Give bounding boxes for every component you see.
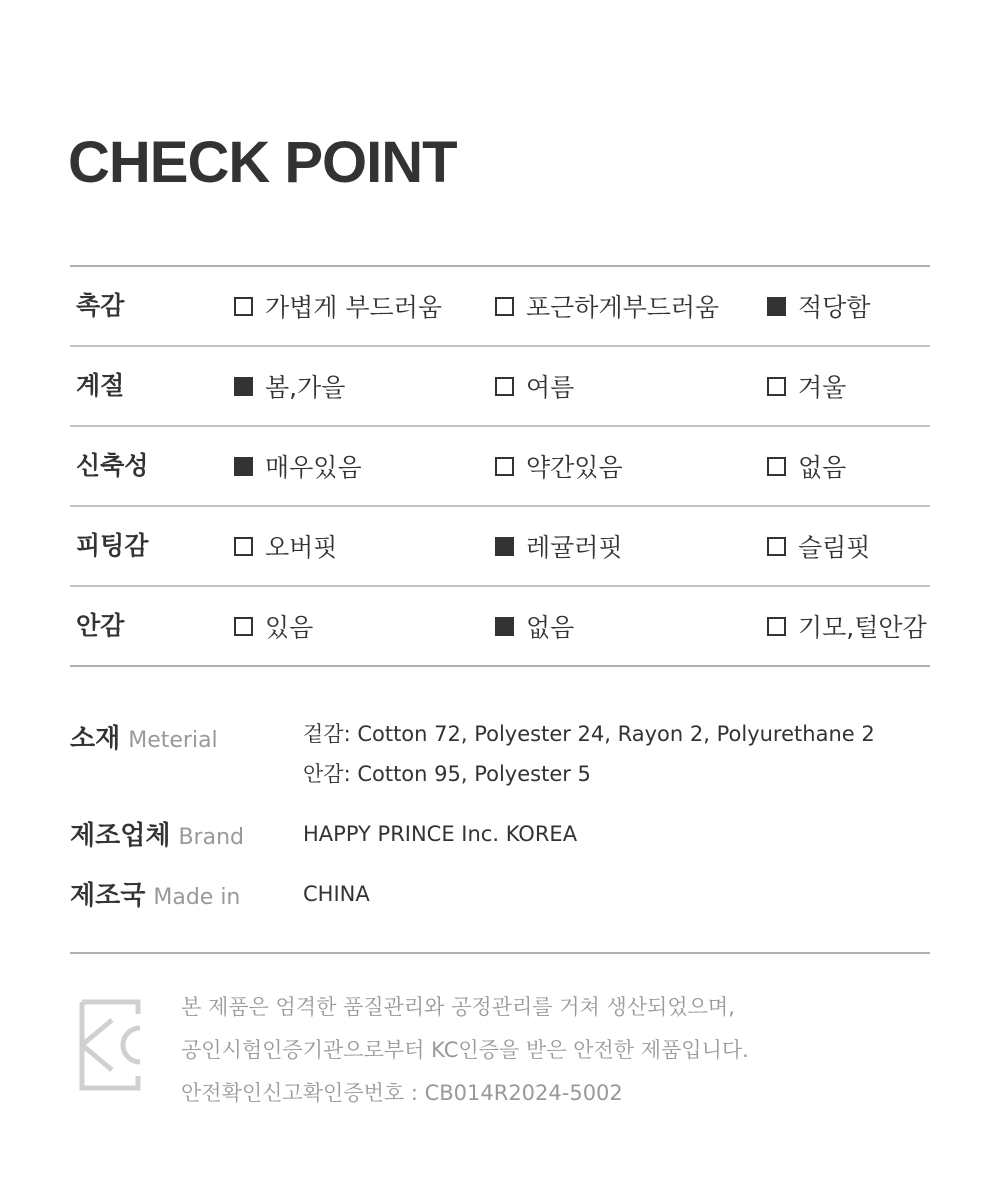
option-label: 봄,가을 [265, 373, 346, 402]
label-ko: 제조업체 [70, 821, 171, 851]
option [767, 507, 870, 585]
certification-notice [181, 986, 749, 1115]
empty-box-icon [767, 617, 786, 636]
option-label: 오버핏 [265, 533, 338, 562]
empty-box-icon [495, 297, 514, 316]
option [767, 587, 927, 665]
row-label: 피팅감 [76, 531, 149, 560]
empty-box-icon [767, 377, 786, 396]
material-label [70, 718, 218, 755]
option [234, 347, 345, 425]
option [495, 427, 623, 505]
label-ko: 소재 [70, 724, 121, 754]
row-label: 신축성 [76, 451, 149, 480]
spec-row-lining [70, 587, 930, 667]
option [767, 347, 846, 425]
option-label: 여름 [526, 373, 575, 402]
option [495, 347, 574, 425]
option [495, 587, 574, 665]
option-label: 겨울 [798, 373, 847, 402]
spec-row-touch [70, 267, 930, 347]
option [767, 267, 870, 345]
empty-box-icon [767, 537, 786, 556]
option [495, 507, 623, 585]
option [495, 267, 719, 345]
material-value [303, 714, 875, 794]
empty-box-icon [495, 457, 514, 476]
page-title: CHECK POINT [68, 130, 457, 195]
row-label: 촉감 [76, 291, 125, 320]
made-in-label [70, 875, 240, 912]
option-label: 슬림핏 [798, 533, 871, 562]
option-label: 레귤러핏 [526, 533, 623, 562]
option [234, 507, 337, 585]
option-label: 포근하게부드러움 [526, 293, 720, 322]
empty-box-icon [234, 297, 253, 316]
kc-mark-icon [78, 998, 144, 1092]
option-label: 있음 [265, 613, 314, 642]
option-label: 없음 [526, 613, 575, 642]
made-in-value: CHINA [303, 882, 370, 906]
empty-box-icon [234, 537, 253, 556]
checked-box-icon [234, 457, 253, 476]
row-label: 계절 [76, 371, 125, 400]
brand-value: HAPPY PRINCE Inc. KOREA [303, 822, 578, 846]
cert-line: 공인시험인증기관으로부터 KC인증을 받은 안전한 제품입니다. [181, 1038, 749, 1062]
label-en: Meterial [128, 728, 218, 753]
empty-box-icon [767, 457, 786, 476]
row-label: 안감 [76, 611, 125, 640]
checked-box-icon [495, 537, 514, 556]
checked-box-icon [234, 377, 253, 396]
spec-row-stretch [70, 427, 930, 507]
outer-material: 겉감: Cotton 72, Polyester 24, Rayon 2, Polyurethane 2 [303, 722, 875, 746]
spec-row-fit [70, 507, 930, 587]
check-point-table [70, 265, 930, 667]
option [234, 427, 362, 505]
label-en: Made in [153, 885, 241, 910]
brand-label [70, 815, 244, 852]
lining-material: 안감: Cotton 95, Polyester 5 [303, 762, 591, 786]
option-label: 적당함 [798, 293, 871, 322]
checked-box-icon [495, 617, 514, 636]
option-label: 기모,털안감 [798, 613, 927, 642]
option-label: 약간있음 [526, 453, 623, 482]
option-label: 가볍게 부드러움 [265, 293, 442, 322]
option-label: 없음 [798, 453, 847, 482]
checked-box-icon [767, 297, 786, 316]
option-label: 매우있음 [265, 453, 362, 482]
option [234, 267, 442, 345]
empty-box-icon [495, 377, 514, 396]
option [767, 427, 846, 505]
cert-number: 안전확인신고확인증번호 : CB014R2024-5002 [181, 1081, 623, 1105]
option [234, 587, 313, 665]
divider [70, 952, 930, 954]
cert-line: 본 제품은 엄격한 품질관리와 공정관리를 거쳐 생산되었으며, [181, 995, 735, 1019]
label-ko: 제조국 [70, 881, 146, 911]
empty-box-icon [234, 617, 253, 636]
spec-row-season [70, 347, 930, 427]
label-en: Brand [178, 825, 244, 850]
